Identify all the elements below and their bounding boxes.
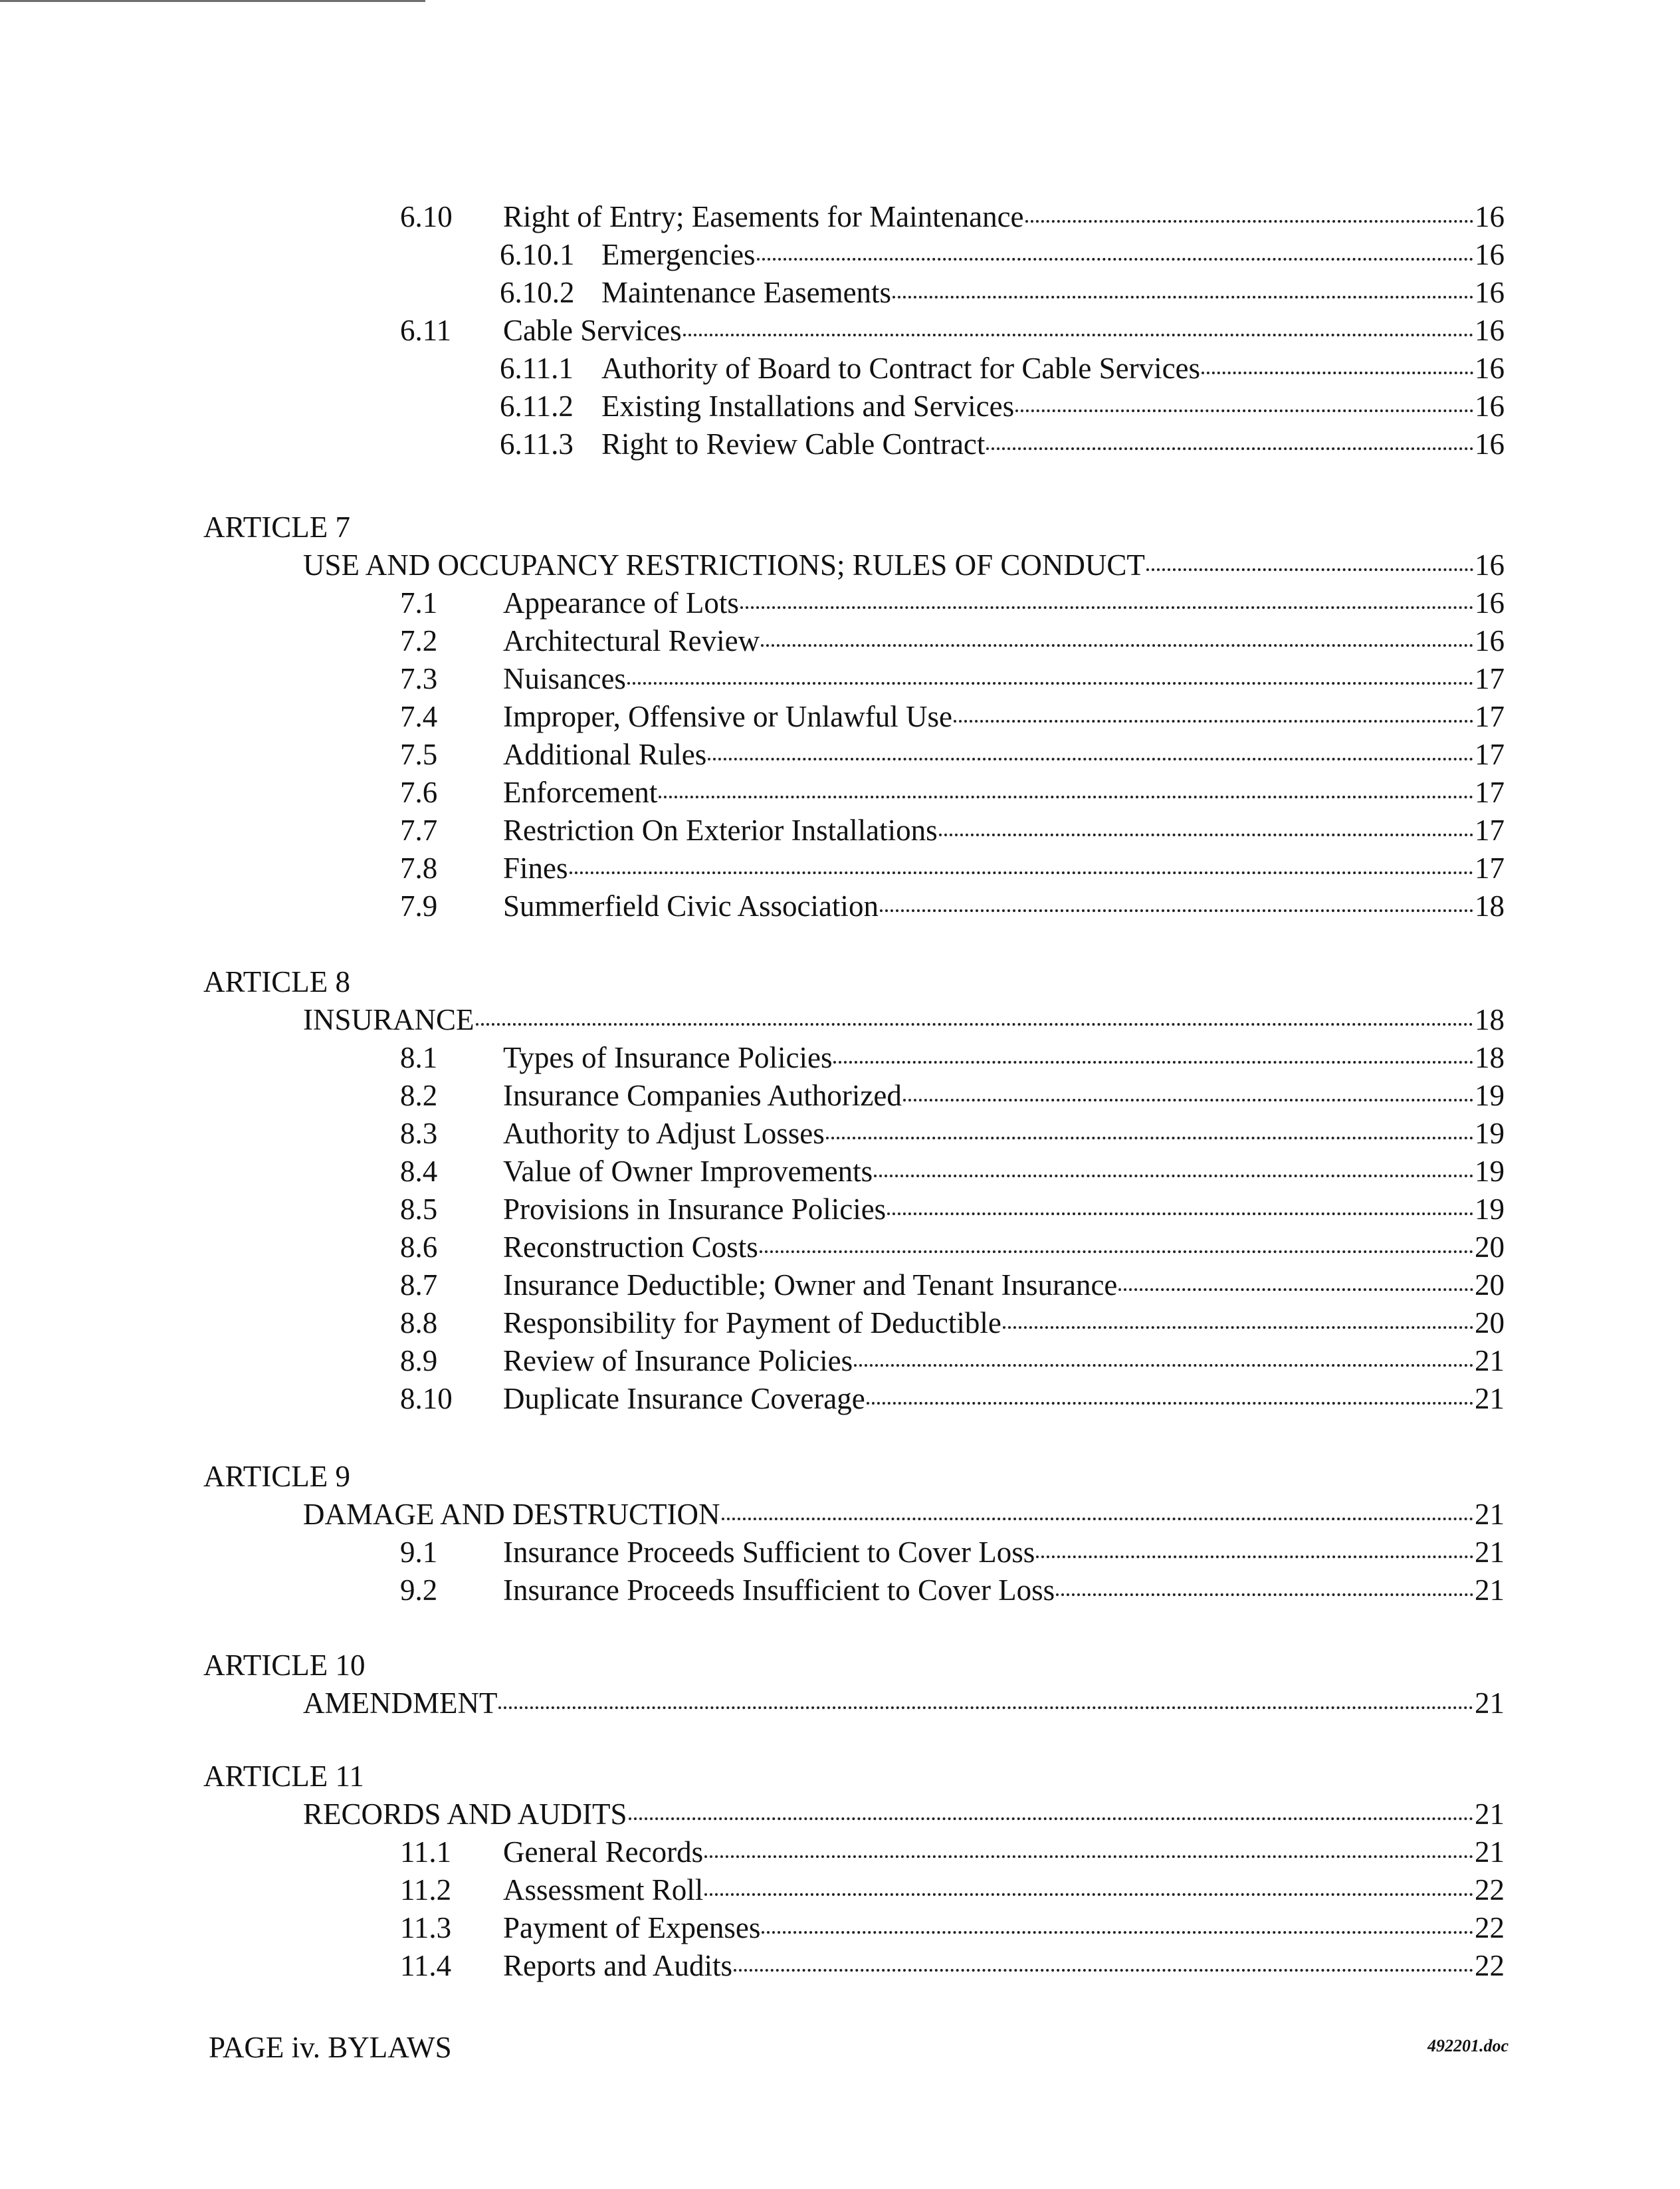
toc-section-entry — [400, 1153, 1505, 1190]
dot-leader — [1015, 409, 1473, 412]
page-number: 16 — [1475, 586, 1505, 620]
section-title: Insurance Companies Authorized — [503, 1079, 902, 1112]
section-number: 11.3 — [400, 1911, 452, 1944]
dot-leader — [760, 1250, 1473, 1253]
dot-leader — [954, 720, 1473, 723]
page-number: 18 — [1475, 1041, 1505, 1074]
dot-leader — [880, 909, 1473, 912]
toc-section-entry — [400, 1304, 1505, 1341]
section-number: 9.1 — [400, 1536, 438, 1569]
toc-section-entry — [400, 660, 1505, 697]
page-number: 21 — [1475, 1686, 1505, 1720]
toc-section-entry — [400, 1077, 1505, 1114]
section-number: 7.9 — [400, 889, 438, 923]
toc-section-entry — [400, 1534, 1505, 1571]
section-title: Duplicate Insurance Coverage — [503, 1382, 865, 1415]
section-number: 8.9 — [400, 1344, 438, 1377]
section-number: 7.3 — [400, 662, 438, 695]
page-number: 19 — [1475, 1155, 1505, 1188]
section-title: Summerfield Civic Association — [503, 889, 879, 923]
section-number: 7.5 — [400, 738, 438, 771]
toc-subsection-entry — [500, 236, 1505, 273]
section-title: Provisions in Insurance Policies — [503, 1193, 887, 1226]
page-number: 16 — [1475, 276, 1505, 309]
dot-leader — [761, 644, 1473, 647]
footer-page-label: PAGE iv. BYLAWS — [209, 2031, 452, 2064]
article-title-entry — [303, 1684, 1505, 1722]
toc-section-entry — [400, 1228, 1505, 1266]
dot-leader — [629, 1817, 1473, 1820]
dot-leader — [887, 1212, 1473, 1215]
page-number: 22 — [1475, 1911, 1505, 1944]
section-title: RECORDS AND AUDITS — [303, 1797, 627, 1831]
page-number: 22 — [1475, 1873, 1505, 1906]
section-title: Value of Owner Improvements — [503, 1155, 873, 1188]
section-title: Review of Insurance Policies — [503, 1344, 853, 1377]
toc-section-entry — [400, 1571, 1505, 1609]
page-number: 17 — [1475, 814, 1505, 847]
section-number: 11.2 — [400, 1873, 452, 1906]
section-title: Nuisances — [503, 662, 626, 695]
section-number: 9.2 — [400, 1573, 438, 1607]
article-heading: ARTICLE 10 — [203, 1649, 366, 1682]
article-title-entry — [303, 546, 1505, 584]
article-title-entry — [303, 1001, 1505, 1038]
section-number: 8.5 — [400, 1193, 438, 1226]
page-number: 16 — [1475, 352, 1505, 385]
section-title: Insurance Proceeds Sufficient to Cover Loss — [503, 1536, 1035, 1569]
toc-section-entry — [400, 774, 1505, 811]
section-title: Appearance of Lots — [503, 586, 739, 620]
article-heading: ARTICLE 8 — [203, 965, 351, 998]
article-heading: ARTICLE 9 — [203, 1460, 351, 1493]
section-title: General Records — [503, 1835, 704, 1869]
dot-leader — [659, 796, 1473, 798]
section-number: 8.7 — [400, 1268, 438, 1302]
dot-leader — [1025, 220, 1473, 223]
dot-leader — [740, 606, 1473, 609]
section-number: 6.11.2 — [500, 390, 574, 423]
dot-leader — [722, 1518, 1474, 1520]
page-number: 19 — [1475, 1193, 1505, 1226]
dot-leader — [704, 1855, 1473, 1858]
toc-section-entry — [400, 1909, 1505, 1946]
section-title: Right of Entry; Easements for Maintenance — [503, 200, 1024, 233]
page-number: 17 — [1475, 852, 1505, 885]
section-number: 8.8 — [400, 1306, 438, 1339]
section-number: 11.1 — [400, 1835, 452, 1869]
page-number: 21 — [1475, 1344, 1505, 1377]
dot-leader — [1118, 1288, 1473, 1291]
section-number: 8.1 — [400, 1041, 438, 1074]
section-title: Types of Insurance Policies — [503, 1041, 833, 1074]
toc-subsection-entry — [500, 425, 1505, 463]
section-number: 8.10 — [400, 1382, 453, 1415]
section-title: USE AND OCCUPANCY RESTRICTIONS; RULES OF CONDUCT — [303, 548, 1145, 582]
section-title: Maintenance Easements — [601, 276, 892, 309]
dot-leader — [939, 834, 1473, 836]
section-title: Insurance Deductible; Owner and Tenant Insurance — [503, 1268, 1118, 1302]
section-title: DAMAGE AND DESTRUCTION — [303, 1498, 720, 1531]
dot-leader — [833, 1061, 1473, 1064]
page-number: 17 — [1475, 662, 1505, 695]
section-title: Cable Services — [503, 314, 682, 347]
page-number: 18 — [1475, 889, 1505, 923]
section-number: 6.11.1 — [500, 352, 574, 385]
scan-edge-mark — [0, 0, 425, 2]
dot-leader — [1003, 1326, 1473, 1329]
dot-leader — [683, 334, 1473, 336]
toc-section-entry — [400, 698, 1505, 735]
toc-subsection-entry — [500, 274, 1505, 311]
section-title: Insurance Proceeds Insufficient to Cover Loss — [503, 1573, 1055, 1607]
dot-leader — [892, 296, 1473, 298]
section-title: INSURANCE — [303, 1003, 474, 1036]
page-number: 17 — [1475, 700, 1505, 733]
toc-section-entry — [400, 198, 1505, 235]
dot-leader — [708, 758, 1473, 760]
section-number: 8.3 — [400, 1117, 438, 1150]
section-title: Additional Rules — [503, 738, 707, 771]
page-number: 21 — [1475, 1536, 1505, 1569]
section-number: 6.10 — [400, 200, 453, 233]
toc-subsection-entry — [500, 350, 1505, 387]
dot-leader — [986, 447, 1473, 450]
page-number: 19 — [1475, 1117, 1505, 1150]
section-number: 8.4 — [400, 1155, 438, 1188]
section-title: Authority to Adjust Losses — [503, 1117, 825, 1150]
dot-leader — [627, 682, 1473, 685]
section-title: Reconstruction Costs — [503, 1230, 758, 1264]
section-number: 7.2 — [400, 624, 438, 657]
dot-leader — [734, 1969, 1473, 1972]
section-number: 7.8 — [400, 852, 438, 885]
section-number: 6.10.1 — [500, 238, 575, 271]
toc-section-entry — [400, 1039, 1505, 1076]
section-title: Restriction On Exterior Installations — [503, 814, 938, 847]
page-number: 17 — [1475, 738, 1505, 771]
page-number: 16 — [1475, 390, 1505, 423]
dot-leader — [498, 1706, 1473, 1709]
page-number: 21 — [1475, 1498, 1505, 1531]
toc-section-entry — [400, 1342, 1505, 1379]
dot-leader — [1202, 372, 1473, 374]
page-number: 16 — [1475, 624, 1505, 657]
dot-leader — [1146, 568, 1473, 571]
toc-section-entry — [400, 1871, 1505, 1908]
section-title: Emergencies — [601, 238, 756, 271]
toc-section-entry — [400, 812, 1505, 849]
dot-leader — [757, 258, 1473, 261]
section-title: Fines — [503, 852, 568, 885]
dot-leader — [704, 1893, 1473, 1896]
section-number: 7.7 — [400, 814, 438, 847]
page-number: 21 — [1475, 1797, 1505, 1831]
section-title: AMENDMENT — [303, 1686, 498, 1720]
section-title: Improper, Offensive or Unlawful Use — [503, 700, 952, 733]
dot-leader — [854, 1364, 1473, 1367]
section-number: 6.10.2 — [500, 276, 575, 309]
dot-leader — [903, 1099, 1473, 1101]
page-number: 16 — [1475, 238, 1505, 271]
section-number: 11.4 — [400, 1949, 452, 1982]
section-title: Authority of Board to Contract for Cable Services — [601, 352, 1201, 385]
dot-leader — [1036, 1555, 1473, 1558]
toc-section-entry — [400, 1380, 1505, 1417]
dot-leader — [570, 871, 1473, 874]
section-number: 8.2 — [400, 1079, 438, 1112]
page-number: 20 — [1475, 1230, 1505, 1264]
section-number: 8.6 — [400, 1230, 438, 1264]
page-number: 20 — [1475, 1268, 1505, 1302]
section-number: 7.6 — [400, 776, 438, 809]
article-heading: ARTICLE 7 — [203, 511, 351, 544]
section-title: Enforcement — [503, 776, 658, 809]
toc-section-entry — [400, 1266, 1505, 1304]
toc-section-entry — [400, 1947, 1505, 1984]
toc-subsection-entry — [500, 388, 1505, 425]
page-number: 16 — [1475, 427, 1505, 461]
article-heading: ARTICLE 11 — [203, 1760, 364, 1793]
dot-leader — [476, 1023, 1473, 1026]
toc-section-entry — [400, 584, 1505, 622]
toc-section-entry — [400, 736, 1505, 773]
section-title: Architectural Review — [503, 624, 760, 657]
section-title: Responsibility for Payment of Deductible — [503, 1306, 1001, 1339]
page-number: 19 — [1475, 1079, 1505, 1112]
section-number: 6.11.3 — [500, 427, 574, 461]
article-title-entry — [303, 1496, 1505, 1533]
article-title-entry — [303, 1795, 1505, 1833]
page-number: 20 — [1475, 1306, 1505, 1339]
toc-section-entry — [400, 312, 1505, 349]
page-number: 16 — [1475, 548, 1505, 582]
section-title: Assessment Roll — [503, 1873, 704, 1906]
section-number: 6.11 — [400, 314, 452, 347]
toc-section-entry — [400, 1115, 1505, 1152]
toc-section-entry — [400, 1833, 1505, 1871]
section-title: Reports and Audits — [503, 1949, 732, 1982]
section-title: Existing Installations and Services — [601, 390, 1015, 423]
page-number: 16 — [1475, 200, 1505, 233]
page-number: 21 — [1475, 1382, 1505, 1415]
dot-leader — [874, 1175, 1473, 1177]
section-number: 7.1 — [400, 586, 438, 620]
page-number: 17 — [1475, 776, 1505, 809]
toc-section-entry — [400, 887, 1505, 925]
dot-leader — [1056, 1593, 1473, 1596]
toc-section-entry — [400, 1191, 1505, 1228]
section-title: Right to Review Cable Contract — [601, 427, 986, 461]
page-number: 18 — [1475, 1003, 1505, 1036]
dot-leader — [826, 1137, 1473, 1139]
toc-section-entry — [400, 622, 1505, 659]
toc-section-entry — [400, 850, 1505, 887]
page-number: 21 — [1475, 1573, 1505, 1607]
section-number: 7.4 — [400, 700, 438, 733]
page-number: 22 — [1475, 1949, 1505, 1982]
page-number: 21 — [1475, 1835, 1505, 1869]
dot-leader — [867, 1402, 1473, 1405]
footer-file-name: 492201.doc — [1427, 2036, 1509, 2055]
dot-leader — [762, 1931, 1473, 1934]
section-title: Payment of Expenses — [503, 1911, 761, 1944]
page-number: 16 — [1475, 314, 1505, 347]
